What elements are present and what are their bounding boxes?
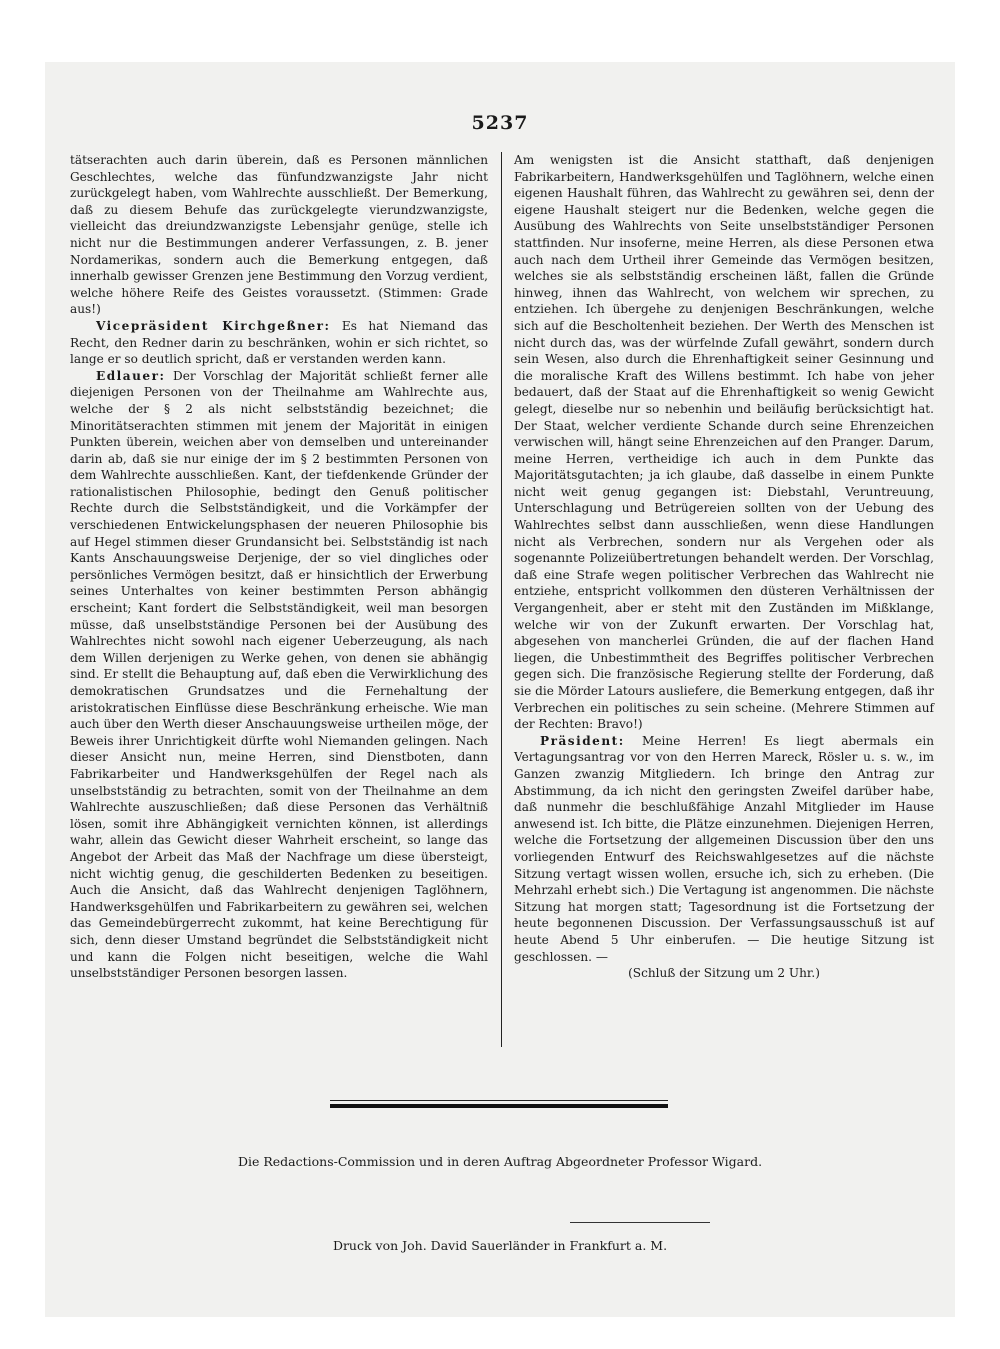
paragraph: Am wenigsten ist die Ansicht statthaft, daß denjenigen Fabrikarbeitern, Handwerksgehülfen und Taglöhnern, welche einen eigenen Haushalt führen, das Wahlrecht zu gewähren sei, denn der eigene Haushalt steigert nur die Bedenken, welche gegen die Ausübung des Wahlrechts von Seite unselbstständiger Personen stattfinden. Nur insoferne, meine Herren, als diese Personen etwa auch nach dem Urtheil ihrer Gemeinde das Vermögen besitzen, welches sie als selbstständig erscheinen läßt, fallen die Gründe hinweg, ihnen das Wahlrecht, von welchem wir sprechen, zu entziehen. Ich übergehe zu denjenigen Beschränkungen, welche sich auf die Bescholtenheit beziehen. Der Werth des Menschen ist nicht durch das, was der würfelnde Zufall gewährt, sondern durch sein Wesen, also durch die Ehrenhaftigkeit seiner Gesinnung und die moralische Kraft des Willens bestimmt. Ich habe von jeher bedauert, daß der Staat auf die Ehrenhaftigkeit so wenig Gewicht gelegt, dieselbe nur so nebenhin und beiläufig berücksichtigt hat. Der Staat, welcher verdiente Schande durch seine Ehrenzeichen verwischen will, hängt seine Ehrenzeichen auf den Pranger. Darum, meine Herren, vertheidige ich auch in dem Punkte das Majoritätsgutachten; ja ich glaube, daß dasselbe in einem Punkte nicht weit genug gegangen ist: Diebstahl, Veruntreuung, Unterschlagung und Betrügereien sollten von der Uebung des Wahlrechtes selbst dann ausschließen, wenn diese Handlungen nicht als Verbrechen, sondern nur als Vergehen oder als sogenannte Polizeiübertretungen behandelt werden. Der Vorschlag, daß eine Strafe wegen politischer Verbrechen das Wahlrecht nie entziehe, entspricht vollkommen den düsteren Verhältnissen der Vergangenheit, aber er steht mit den Zuständen im Mißklange, welche wir von der Zukunft erwarten. Der Vorschlag hat, abgesehen von mancherlei Gründen, die auf der flachen Hand liegen, die Unbestimmtheit des Begriffes politischer Verbrechen gegen sich. Die französische Regierung stellte der Forderung, daß sie die Mörder Latours ausliefere, die Bemerkung entgegen, daß ihr Verbrechen ein politisches zu sein scheine. (Mehrere Stimmen auf der Rechten: Bravo!): [514, 153, 934, 732]
speech-text: Meine Herren! Es liegt abermals ein Vertagungsantrag vor von den Herren Mareck, Rösler u. s. w., im Ganzen zwanzig Mitgliedern. Ich bringe den Antrag zur Abstimmung, da ich nicht den geringsten Zweifel darüber habe, daß nunmehr die beschlußfähige Anzahl Mitglieder im Hause anwesend ist. Ich bitte, die Plätze einzunehmen. Diejenigen Herren, welche die Fortsetzung der allgemeinen Discussion über den uns vorliegenden Entwurf des Reichswahlgesetzes auf die nächste Sitzung vertagt wissen wollen, ersuche ich, sich zu erheben. (Die Mehrzahl erhebt sich.) Die Vertagung ist angenommen. Die nächste Sitzung hat morgen statt; Tagesordnung ist die Fortsetzung der heute begonnenen Discussion. Der Verfassungsausschuß ist auf heute Abend 5 Uhr einberufen. — Die heutige Sitzung ist geschlossen. —: [514, 733, 934, 964]
closing-note: (Schluß der Sitzung um 2 Uhr.): [628, 966, 820, 981]
section-rule: [330, 1100, 668, 1108]
left-column: [70, 152, 488, 982]
speaker-name: Vicepräsident Kirchgeßner:: [96, 318, 331, 333]
paragraph: [70, 368, 488, 982]
rule-thin: [330, 1100, 668, 1101]
page-number: 5237: [471, 112, 529, 134]
printer-rule: [570, 1222, 710, 1223]
rule-thick: [330, 1104, 668, 1108]
speech-text: Der Vorschlag der Majorität schließt ferner alle diejenigen Personen von der Theilnahme am Wahlrechte aus, welche der § 2 als nicht selbstständig bezeichnet; die Minoritätserachten stimmen mit jenem der Majorität in einigen Punkten überein, weichen aber von demselben und untereinander darin ab, daß sie nur einige der im § 2 bestimmten Personen von dem Wahlrechte ausschließen. Kant, der tiefdenkende Gründer der rationalistischen Philosophie, bedingt den Genuß politischer Rechte durch die Selbstständigkeit, und die Vorkämpfer der verschiedenen Entwickelungsphasen der neueren Philosophie bis auf Hegel stimmen dieser Grundansicht bei. Selbstständig ist nach Kants Anschauungsweise Derjenige, der so viel dingliches oder persönliches Vermögen besitzt, daß er hinsichtlich der Erwerbung seines Unterhaltes von keiner bestimmten Person abhängig erscheint; Kant fordert die Selbstständigkeit, weil man besorgen müsse, daß unselbstständige Personen bei der Ausübung des Wahlrechtes nicht sowohl nach eigener Ueberzeugung, als nach dem Willen derjenigen zu Werke gehen, von denen sie abhängig sind. Er stellt die Behauptung auf, daß eben die Verwirklichung des demokratischen Grundsatzes und die Fernehaltung der aristokratischen Einflüsse diese Beschränkung erheische. Wie man auch über den Werth dieser Anschauungsweise urtheilen möge, der Beweis ihrer Unrichtigkeit dürfte wohl Niemanden gelingen. Nach dieser Ansicht nun, meine Herren, sind Dienstboten, dann Fabrikarbeiter und Handwerksgehülfen der Regel nach als unselbstständig zu betrachten, somit von der Theilnahme an dem Wahlrechte auszuschließen; daß diese Personen das Verhältniß lösen, somit ihre Abhängigkeit vernichten können, ist allerdings wahr, allein das Gewicht dieser Wahrheit erscheint, so lange das Angebot der Arbeit das Maß der Nachfrage um diese übersteigt, nicht wichtig genug, die geschilderten Bedenken zu beseitigen. Auch die Ansicht, daß das Wahlrecht denjenigen Taglöhnern, Handwerksgehülfen und Fabrikarbeitern zu gewähren sei, welchen das Gemeindebürgerrecht zukommt, hat keine Berechtigung für sich, denn dieser Umstand begründet die Selbstständigkeit nicht und kann die Folgen nicht beseitigen, welche die Wahl unselbstständiger Personen besorgen lassen.: [70, 368, 488, 981]
speaker-name: Edlauer:: [96, 368, 166, 383]
column-divider: [501, 152, 502, 1047]
editors-line: Die Redactions-Commission und in deren Auftrag Abgeordneter Professor Wigard.: [237, 1154, 763, 1169]
paragraph: [70, 318, 488, 368]
speaker-name: Präsident:: [540, 733, 625, 748]
speech-text: Es hat Niemand das Recht, den Redner darin zu beschränken, wohin er sich richtet, so lange er so deutlich spricht, daß er verstanden werden kann.: [70, 318, 488, 367]
printer-line: Druck von Joh. David Sauerländer in Frankfurt a. M.: [332, 1238, 668, 1253]
paragraph: [514, 733, 934, 965]
paragraph: tätserachten auch darin überein, daß es Personen männlichen Geschlechtes, welche das fünfundzwanzigste Jahr nicht zurückgelegt haben, vom Wahlrechte ausschließt. Der Bemerkung, daß zu diesem Behufe das zurückgelegte vierundzwanzigste, vielleicht das dreiundzwanzigste Lebensjahr genüge, stelle ich nicht nur die Bestimmungen anderer Verfassungen, z. B. jener Nordamerikas, sondern auch die Bemerkung entgegen, daß innerhalb gewisser Grenzen jene Bestimmung den Vorzug verdient, welche höhere Reife des Geistes voraussetzt. (Stimmen: Grade aus!): [70, 153, 488, 317]
right-column: [514, 152, 934, 982]
